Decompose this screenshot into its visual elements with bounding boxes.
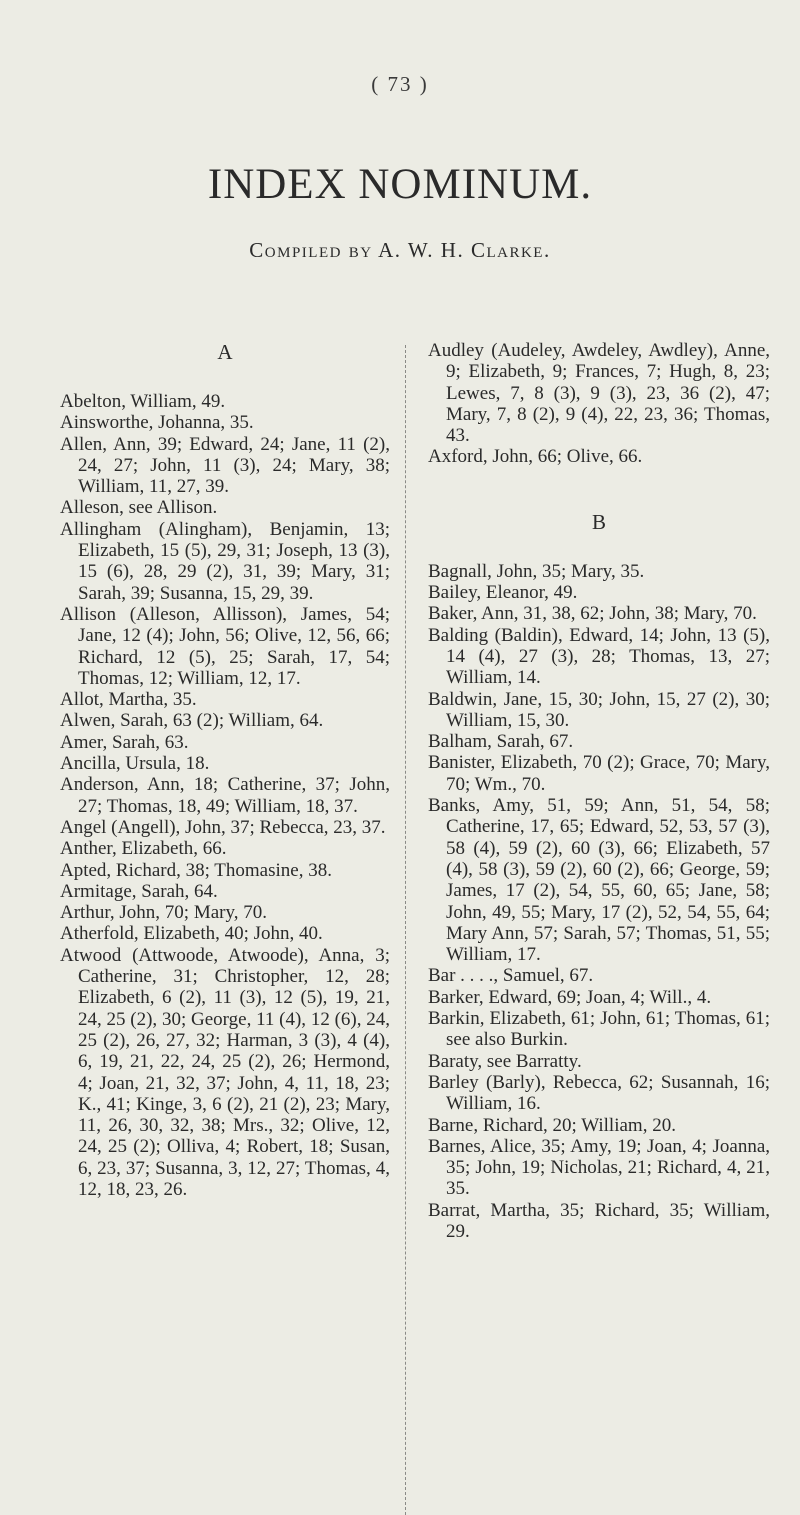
column-divider [405, 345, 406, 1515]
section-letter-a: A [217, 340, 233, 364]
index-entry: Alleson, see Allison. [60, 497, 218, 519]
index-entry: Ainsworthe, Johanna, 35. [60, 412, 254, 434]
index-entry: Abelton, William, 49. [60, 391, 226, 412]
compiler-credit: Compiled by A. W. H. Clarke. [249, 238, 551, 262]
index-entry: Barley (Barly), Rebecca, 62; Susannah, 16; William, 16. [428, 1071, 770, 1115]
index-entry: Bar . . . ., Samuel, 67. [428, 965, 594, 987]
index-entry: Barkin, Elizabeth, 61; John, 61; Thomas, 61; see also Burkin. [428, 1008, 770, 1051]
index-entry: Angel (Angell), John, 37; Rebecca, 23, 37. [60, 816, 386, 838]
index-entry: Allot, Martha, 35. [60, 689, 197, 711]
index-entry: Amer, Sarah, 63. [60, 731, 189, 753]
index-entry: Axford, John, 66; Olive, 66. [428, 446, 643, 468]
page-title: INDEX NOMINUM. [207, 161, 593, 208]
index-entry: Anderson, Ann, 18; Catherine, 37; John, 27; Thomas, 18, 49; William, 18, 37. [60, 774, 390, 817]
index-entry: Allingham (Alingham), Benjamin, 13; Elizabeth, 15 (5), 29, 31; Joseph, 13 (3), 15 (6), 28, 29 (2), 31, 39; Mary, 31; Sarah, 39; Susanna, 15, 29, 39. [60, 518, 390, 604]
index-entry: Alwen, Sarah, 63 (2); William, 64. [60, 710, 324, 732]
index-entry: Armitage, Sarah, 64. [60, 880, 218, 902]
index-entry: Baker, Ann, 31, 38, 62; John, 38; Mary, 70. [428, 603, 757, 625]
index-entry: Atwood (Attwoode, Atwoode), Anna, 3; Catherine, 31; Christopher, 12, 28; Elizabeth, 6 (2), 11 (3), 12 (5), 19, 21, 24, 25 (2), 30; George, 11 (4), 12 (6), 24, 25 (2), 26, 27, 32; Harman, 3 (3), 4 (4), 6, 19, 21, 22, 24, 25 (2), 26; Hermond, 4; Joan, 21, 32, 37; John, 4, 11, 18, 23; K., 41; Kinge, 3, 6 (2), 21 (2), 23; Mary, 11, 26, 30, 32, 38; Mrs., 32; Olive, 12, 24, 25 (2); Olliva, 4; Robert, 18; Susan, 6, 23, 37; Susanna, 3, 12, 27; Thomas, 4, 12, 18, 23, 26. [60, 944, 390, 1200]
index-entry: Arthur, John, 70; Mary, 70. [60, 902, 267, 924]
index-entry: Banister, Elizabeth, 70 (2); Grace, 70; Mary, 70; Wm., 70. [428, 752, 770, 795]
index-entry: Baraty, see Barratty. [428, 1050, 582, 1072]
index-entry: Audley (Audeley, Awdeley, Awdley), Anne, 9; Elizabeth, 9; Frances, 7; Hugh, 8, 23; Lewes, 7, 8 (3), 9 (3), 23, 36 (2), 47; Mary, 7, 8 (2), 9 (4), 22, 23, 36; Thomas, 43. [428, 340, 770, 447]
index-entry: Anther, Elizabeth, 66. [60, 838, 227, 860]
index-entry: Allen, Ann, 39; Edward, 24; Jane, 11 (2), 24, 27; John, 11 (3), 24; Mary, 38; William, 11, 27, 39. [60, 433, 390, 498]
index-entry: Banks, Amy, 51, 59; Ann, 51, 54, 58; Catherine, 17, 65; Edward, 52, 53, 57 (3), 58 (4), 59 (2), 60 (3), 66; Elizabeth, 57 (4), 58 (3), 59 (2), 60 (2), 66; George, 59; James, 17 (2), 54, 55, 60, 65; Jane, 58; John, 49, 55; Mary, 17 (2), 52, 54, 55, 64; Mary Ann, 57; Sarah, 57; Thomas, 51, 55; William, 17. [428, 795, 770, 966]
index-entry: Bailey, Eleanor, 49. [428, 582, 578, 604]
section-letter-b: B [591, 509, 606, 534]
index-entries-a [60, 391, 390, 1200]
left-column [60, 340, 390, 1200]
index-entry: Ancilla, Ursula, 18. [60, 753, 210, 775]
index-entries-a-continued [428, 340, 770, 468]
index-entries-b [428, 561, 770, 1243]
index-entry: Apted, Richard, 38; Thomasine, 38. [60, 859, 332, 881]
right-column [428, 340, 770, 1242]
index-entry: Bagnall, John, 35; Mary, 35. [428, 560, 645, 582]
index-entry: Barker, Edward, 69; Joan, 4; Will., 4. [428, 986, 712, 1008]
index-entry: Balham, Sarah, 67. [428, 731, 574, 753]
index-entry: Baldwin, Jane, 15, 30; John, 15, 27 (2), 30; William, 15, 30. [428, 688, 770, 731]
index-entry: Barnes, Alice, 35; Amy, 19; Joan, 4; Joanna, 35; John, 19; Nicholas, 21; Richard, 4, 21, 35. [428, 1135, 770, 1200]
page-number: ( 73 ) [371, 72, 429, 96]
index-entry: Barne, Richard, 20; William, 20. [428, 1114, 676, 1136]
index-entry: Barrat, Martha, 35; Richard, 35; William, 29. [428, 1199, 770, 1242]
index-entry: Atherfold, Elizabeth, 40; John, 40. [60, 923, 323, 945]
index-entry: Balding (Baldin), Edward, 14; John, 13 (5), 14 (4), 27 (3), 28; Thomas, 13, 27; William, 14. [428, 624, 770, 689]
index-entry: Allison (Alleson, Allisson), James, 54; Jane, 12 (4); John, 56; Olive, 12, 56, 66; Richard, 12 (5), 25; Sarah, 17, 54; Thomas, 12; William, 12, 17. [60, 603, 390, 689]
